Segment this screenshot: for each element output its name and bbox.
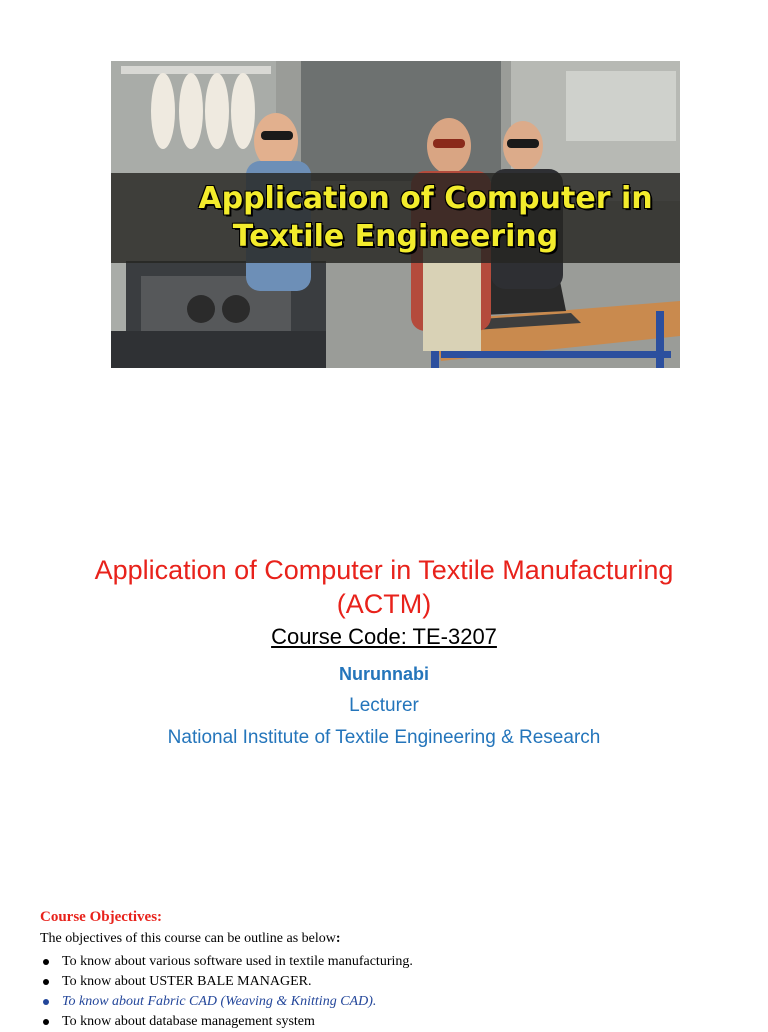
course-code-text: Course Code: TE-3207 (271, 624, 497, 649)
objectives-list (40, 952, 413, 1032)
banner-title-line1: Application of Computer in (198, 181, 653, 216)
lecturer-name: Nurunnabi (339, 664, 429, 684)
banner-title (111, 173, 680, 263)
objectives-intro (40, 929, 341, 949)
objectives-intro-colon: : (335, 931, 341, 946)
banner-title-line2: Textile Engineering (232, 219, 559, 254)
course-title-line2: (ACTM) (336, 589, 432, 619)
list-item: To know about Fabric CAD (Weaving & Knitting CAD). (40, 992, 413, 1012)
objectives-heading: Course Objectives: (40, 909, 163, 925)
course-title (20, 553, 748, 621)
banner-image (111, 61, 680, 368)
course-code (0, 622, 768, 652)
institute-name: National Institute of Textile Engineering & Research (167, 727, 601, 748)
objectives-intro-text: The objectives of this course can be outline as below (40, 931, 336, 946)
list-item: To know about USTER BALE MANAGER. (40, 972, 413, 992)
list-item: To know about database management system (40, 1012, 413, 1032)
list-item: To know about various software used in textile manufacturing. (40, 952, 413, 972)
lecturer-title: Lecturer (349, 695, 419, 716)
course-title-line1: Application of Computer in Textile Manufacturing (94, 555, 674, 585)
